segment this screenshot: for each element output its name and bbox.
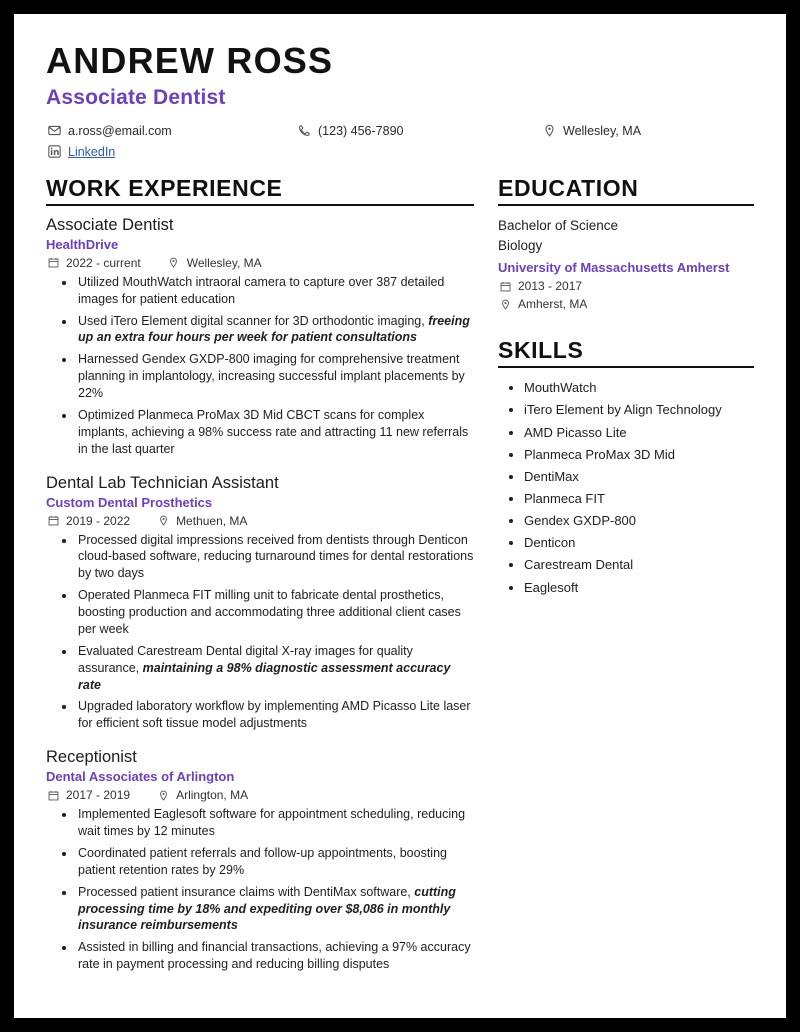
skills-heading: SKILLS [498,337,584,364]
education-dates-text: 2013 - 2017 [518,279,583,294]
job-title: Receptionist [46,748,137,767]
education-location-text: Amherst, MA [518,297,588,312]
job-dates [46,256,141,270]
job-entry [46,216,474,458]
map-pin-icon [156,790,170,801]
contact-row-primary [46,124,754,138]
education-location [498,297,587,311]
map-pin-icon [167,257,181,268]
job-dates-text: 2017 - 2019 [66,788,131,803]
education-heading: EDUCATION [498,174,639,201]
list-item [76,806,474,840]
list-item [76,351,474,402]
map-pin-icon [541,124,557,137]
education-degree: Bachelor of Science [498,217,619,233]
job-entry [46,474,474,733]
list-item [76,845,474,879]
bullet-text: Implemented Eaglesoft software for appointment scheduling, reducing wait times by 12 minutes [78,807,466,839]
education-dates-row [498,279,754,293]
bullet-text: Used iTero Element digital scanner for 3D orthodontic imaging, [78,313,429,328]
linkedin-icon [46,145,62,158]
job-bullets [46,274,474,458]
bullet-text: Optimized Planmeca ProMax 3D Mid CBCT scans for complex implants, achieving a 98% success rate and attracting 11 new referrals in the last quarter [78,407,469,456]
job-dates [46,514,130,528]
bullet-text: Upgraded laboratory workflow by implementing AMD Picasso Lite laser for efficient soft tissue model adjustments [78,699,471,731]
list-item: • Carestream Dental [524,555,754,575]
education-school: University of Massachusetts Amherst [498,260,730,276]
job-bullets [46,532,474,733]
contact-phone [296,124,541,138]
job-location-text: Arlington, MA [176,788,249,803]
bullet-emphasis: maintaining a 98% diagnostic assessment accuracy rate [78,660,451,692]
job-company: HealthDrive [46,236,119,252]
list-item: • Eaglesoft [524,578,754,598]
bullet-text: Evaluated Carestream Dental digital X-ray images for quality assurance, [78,643,413,675]
list-item [76,587,474,638]
calendar-icon [46,257,60,268]
job-title: Associate Dentist [46,215,174,234]
list-item: • MouthWatch [524,378,754,398]
skills-divider [498,366,754,368]
job-dates-text: 2019 - 2022 [66,513,131,528]
phone-icon [296,124,312,137]
resume-body [46,175,754,989]
job-role-subtitle: Associate Dentist [46,85,226,109]
job-dates-text: 2022 - current [66,255,141,270]
job-location [156,514,247,528]
contact-linkedin-link[interactable]: LinkedIn [68,144,116,159]
contact-phone-text: (123) 456-7890 [318,123,404,138]
bullet-text: Assisted in billing and financial transactions, achieving a 97% accuracy rate in payment processing and reducing billing disputes [78,940,471,972]
job-meta [46,514,474,528]
job-meta [46,256,474,270]
list-item [76,407,474,458]
list-item: • Planmeca ProMax 3D Mid [524,445,754,465]
contact-location [541,124,641,138]
work-experience-divider [46,204,474,206]
list-item: • AMD Picasso Lite [524,423,754,443]
resume-page [14,14,786,1018]
map-pin-icon [498,299,512,310]
bullet-text: Processed patient insurance claims with DentiMax software, [78,884,415,899]
right-column [498,175,754,989]
job-location [156,788,248,802]
calendar-icon [46,515,60,526]
job-entry [46,748,474,973]
list-item: • iTero Element by Align Technology [524,400,754,420]
job-location-text: Wellesley, MA [186,255,262,270]
list-item: • Planmeca FIT [524,489,754,509]
education-dates [498,279,582,293]
bullet-text: Harnessed Gendex GXDP-800 imaging for comprehensive treatment planning in implantology, increasing successful implant placements by 22% [78,352,465,401]
education-divider [498,204,754,206]
list-item [76,532,474,583]
list-item [76,698,474,732]
contact-location-text: Wellesley, MA [563,123,642,138]
list-item [76,643,474,694]
education-field: Biology [498,238,543,254]
bullet-text: Utilized MouthWatch intraoral camera to capture over 387 detailed images for patient education [78,274,445,306]
bullet-emphasis: freeing up an extra four hours per week for patient consultations [78,313,470,345]
map-pin-icon [156,515,170,526]
contact-email-text: a.ross@email.com [68,123,172,138]
page-title: ANDREW ROSS [46,40,334,81]
left-column [46,175,498,989]
job-location [167,256,262,270]
skills-section [498,337,754,597]
list-item: • Gendex GXDP-800 [524,511,754,531]
bullet-text: Processed digital impressions received from dentists through Denticon cloud-based software, reducing turnaround times for dental restorations by two days [78,532,474,581]
job-dates [46,788,130,802]
list-item [76,884,474,935]
list-item: • Denticon [524,533,754,553]
bullet-text: Operated Planmeca FIT milling unit to fabricate dental prosthetics, boosting production and accommodating three additional client cases per week [78,588,461,636]
skills-list [498,378,754,597]
envelope-icon [46,124,62,137]
bullet-text: Coordinated patient referrals and follow-up appointments, boosting patient retention rates by 29% [78,845,447,877]
job-company: Dental Associates of Arlington [46,769,235,785]
work-experience-heading: WORK EXPERIENCE [46,174,283,201]
job-location-text: Methuen, MA [176,513,248,528]
job-company: Custom Dental Prosthetics [46,494,213,510]
bullet-emphasis: cutting processing time by 18% and expediting over $8,086 in monthly insurance reimbursements [78,884,456,933]
contact-email [46,124,296,138]
calendar-icon [498,281,512,292]
job-meta [46,788,474,802]
list-item: • DentiMax [524,467,754,487]
education-location-row [498,297,754,311]
list-item [76,939,474,973]
job-bullets [46,806,474,973]
job-title: Dental Lab Technician Assistant [46,473,279,492]
calendar-icon [46,790,60,801]
contact-linkedin[interactable] [46,145,296,159]
list-item [76,313,474,347]
contact-row-secondary [46,145,754,159]
list-item [76,274,474,308]
